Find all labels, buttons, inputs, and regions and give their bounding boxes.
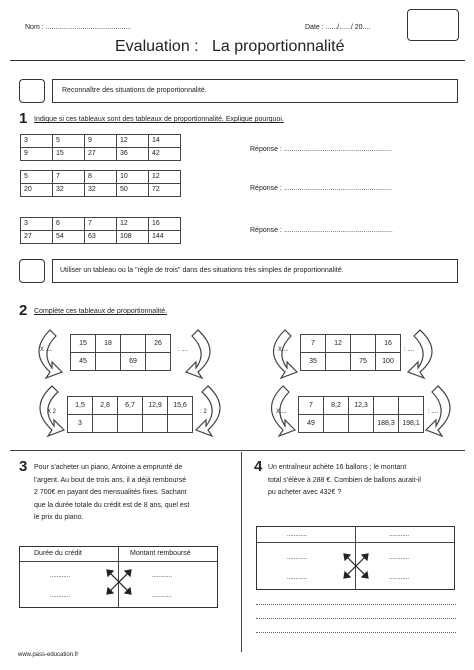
table-cell: 12 (117, 135, 149, 148)
ex3-col1-header: Durée du crédit (34, 550, 82, 557)
table-cell: 72 (149, 184, 181, 197)
table-cell (146, 353, 171, 371)
table-cell: 12 (117, 218, 149, 231)
table-cell: 75 (351, 353, 376, 371)
table-cell (351, 335, 376, 353)
ex2-number: 2 (19, 302, 28, 319)
ex1-table-2 (20, 170, 181, 197)
table-cell: 16 (376, 335, 401, 353)
table-cell: 63 (85, 231, 117, 244)
ex2-t2-right-label: : 2 (200, 409, 207, 415)
table-cell: 7 (85, 218, 117, 231)
table-cell (121, 335, 146, 353)
table-cell: 10 (117, 171, 149, 184)
table-cell: 1,5 (68, 397, 93, 415)
ex4-answer-line-1 (256, 604, 456, 605)
table-cell (143, 415, 168, 433)
title-right: La proportionnalité (211, 38, 345, 55)
table-cell (324, 415, 349, 433)
title-left: Evaluation : (115, 38, 199, 55)
table-cell: 5 (21, 171, 53, 184)
table-cell (399, 397, 424, 415)
table-cell: 12,3 (349, 397, 374, 415)
table-cell (326, 353, 351, 371)
table-cell (374, 397, 399, 415)
table-cell: 8,2 (324, 397, 349, 415)
ex2-table-1 (70, 334, 171, 371)
table-cell: 27 (21, 231, 53, 244)
table-cell: 9 (85, 135, 117, 148)
table-cell: 18 (96, 335, 121, 353)
table-cell: 12 (149, 171, 181, 184)
objective2-checkbox (19, 259, 45, 283)
objective1-text: Reconnaître des situations de proportionnalité. (62, 87, 207, 94)
table-cell: 7 (53, 171, 85, 184)
date-field: Date : ....../....../ 20.... (305, 24, 371, 31)
ex1-answer-2: Réponse : ........................................................ (250, 185, 393, 192)
ex1-table-3 (20, 217, 181, 244)
ex1-answer-1: Réponse : ........................................................ (250, 146, 393, 153)
separator-horizontal (10, 450, 465, 451)
table-cell: 45 (71, 353, 96, 371)
ex2-table-3 (300, 334, 401, 371)
ex3-cross-arrows-icon (104, 567, 134, 597)
table-cell: 100 (376, 353, 401, 371)
table-cell: 35 (301, 353, 326, 371)
ex3-table: Durée du crédit Montant remboursé ............ ............ ............ ............ (19, 546, 218, 608)
grade-box (407, 9, 459, 41)
table-cell (96, 353, 121, 371)
table-cell: 32 (85, 184, 117, 197)
ex1-number: 1 (19, 110, 28, 127)
table-cell: 9 (21, 148, 53, 161)
table-cell: 6,7 (118, 397, 143, 415)
table-cell: 26 (146, 335, 171, 353)
table-cell: 27 (85, 148, 117, 161)
table-cell: 69 (121, 353, 146, 371)
table-cell (168, 415, 193, 433)
table-cell: 108 (117, 231, 149, 244)
ex4-answer-line-3 (256, 632, 456, 633)
table-cell: 15 (71, 335, 96, 353)
table-cell: 15,6 (168, 397, 193, 415)
table-cell: 3 (21, 218, 53, 231)
ex3-col2-header: Montant remboursé (130, 550, 191, 557)
ex1-table-1 (20, 134, 181, 161)
ex4-table: ............ ............ ............ ............ ............ ............ (256, 526, 455, 590)
table-cell (118, 415, 143, 433)
ex2-instruction: Complète ces tableaux de proportionnalité. (34, 308, 168, 315)
ex4-cross-arrows-icon (341, 551, 371, 581)
table-cell: 50 (117, 184, 149, 197)
table-cell: 20 (21, 184, 53, 197)
table-cell: 12 (326, 335, 351, 353)
table-cell (349, 415, 374, 433)
table-cell: 198,1 (399, 415, 424, 433)
ex2-t4-left-label: X.... (276, 409, 287, 415)
table-cell: 144 (149, 231, 181, 244)
ex4-answer-line-2 (256, 618, 456, 619)
table-cell: 8 (85, 171, 117, 184)
table-cell: 42 (149, 148, 181, 161)
ex2-t1-left-label: X .... (40, 347, 53, 353)
objective2-text: Utiliser un tableau ou la "règle de trois" dans des situations très simples de proportionnalité. (60, 267, 344, 274)
ex2-table-2 (67, 396, 193, 433)
table-cell: 36 (117, 148, 149, 161)
ex2-t1-right-label: : .... (178, 347, 189, 353)
table-cell (93, 415, 118, 433)
ex2-table-4 (298, 396, 424, 433)
nom-field: Nom : ............................................ (25, 24, 132, 31)
table-cell: 7 (301, 335, 326, 353)
table-cell: 12,9 (143, 397, 168, 415)
title-underline (10, 60, 465, 61)
ex4-number: 4 (254, 458, 263, 475)
footer-url: www.pass-education.fr (18, 652, 79, 658)
ex3-text: Pour s’acheter un piano, Antoine a emprunté de l’argent. Au bout de trois ans, il a déjà remboursé 2 700€ en payant des mensualités fixes. Sachant que la durée totale du crédit est de 8 ans, quel est le prix du piano. (34, 464, 190, 521)
table-cell: 14 (149, 135, 181, 148)
table-cell: 6 (53, 218, 85, 231)
table-cell: 49 (299, 415, 324, 433)
table-cell: 188,3 (374, 415, 399, 433)
table-cell: 3 (21, 135, 53, 148)
ex2-t4-right-label: : .... (428, 409, 439, 415)
page-title (115, 38, 345, 56)
table-cell: 32 (53, 184, 85, 197)
table-cell: 7 (299, 397, 324, 415)
ex1-answer-3: Réponse : ........................................................ (250, 227, 393, 234)
table-cell: 3 (68, 415, 93, 433)
objective1-checkbox (19, 79, 45, 103)
ex2-t3-right-label: : .... (404, 347, 415, 353)
ex1-instruction: Indique si ces tableaux sont des tableaux de proportionnalité. Explique pourquoi. (34, 116, 284, 123)
ex2-t3-left-label: X.... (278, 347, 289, 353)
separator-vertical (241, 452, 242, 652)
ex4-text: Un entraîneur achète 16 ballons ; le montant total s’élève à 288 €. Combien de ballons aurait-il pu acheter avec 432€ ? (268, 464, 421, 496)
table-cell: 54 (53, 231, 85, 244)
table-cell: 16 (149, 218, 181, 231)
table-cell: 5 (53, 135, 85, 148)
table-cell: 15 (53, 148, 85, 161)
ex3-number: 3 (19, 458, 28, 475)
ex2-t2-left-label: X 2 (47, 409, 57, 415)
table-cell: 2,8 (93, 397, 118, 415)
